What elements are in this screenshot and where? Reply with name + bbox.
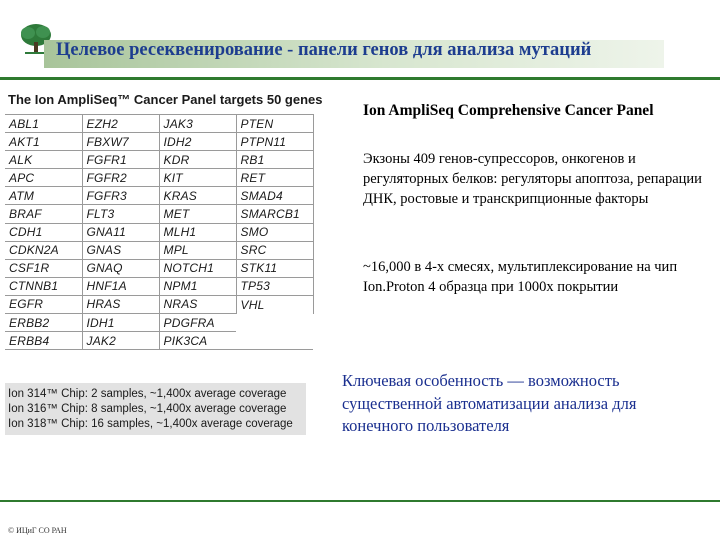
gene-cell: JAK2: [82, 332, 159, 350]
gene-cell: CSF1R: [5, 259, 82, 277]
gene-cell: FGFR2: [82, 169, 159, 187]
gene-cell: BRAF: [5, 205, 82, 223]
footer-copyright: © ИЦиГ СО РАН: [8, 526, 67, 535]
gene-cell: ABL1: [5, 115, 82, 133]
footer-divider: [0, 500, 720, 502]
gene-cell: [236, 332, 313, 350]
gene-cell: EGFR: [5, 295, 82, 313]
gene-cell: PIK3CA: [159, 332, 236, 350]
table-row: [5, 187, 313, 205]
table-row: [5, 295, 313, 313]
header-divider: [0, 77, 720, 80]
gene-cell: AKT1: [5, 133, 82, 151]
gene-cell: TP53: [236, 277, 313, 295]
gene-cell: SRC: [236, 241, 313, 259]
gene-panel-heading: The Ion AmpliSeq™ Cancer Panel targets 50 genes: [8, 92, 323, 107]
gene-cell: GNA11: [82, 223, 159, 241]
gene-cell: HNF1A: [82, 277, 159, 295]
chip-line-316: Ion 316™ Chip: 8 samples, ~1,400x average coverage: [8, 403, 287, 415]
gene-table: [5, 114, 314, 350]
gene-cell: MLH1: [159, 223, 236, 241]
gene-cell: IDH2: [159, 133, 236, 151]
table-row: [5, 277, 313, 295]
multiplexing-description: ~16,000 в 4-х смесях, мультиплексирование на чип Ion.Proton 4 образца при 1000x покрытии: [363, 259, 678, 295]
gene-cell: FGFR1: [82, 151, 159, 169]
table-row: [5, 223, 313, 241]
gene-cell: VHL: [236, 295, 313, 313]
gene-cell: NRAS: [159, 295, 236, 313]
gene-cell: RET: [236, 169, 313, 187]
table-row: [5, 115, 313, 133]
key-feature-text: Ключевая особенность — возможность существенной автоматизации анализа для конечного пользователя: [342, 371, 637, 435]
table-row: [5, 259, 313, 277]
chip-line-314: Ion 314™ Chip: 2 samples, ~1,400x average coverage: [8, 388, 287, 400]
chip-coverage-box: [5, 383, 306, 435]
gene-cell: KDR: [159, 151, 236, 169]
gene-cell: PTEN: [236, 115, 313, 133]
gene-cell: ERBB4: [5, 332, 82, 350]
gene-cell: ERBB2: [5, 314, 82, 332]
gene-cell: [236, 314, 313, 332]
gene-cell: CDKN2A: [5, 241, 82, 259]
gene-cell: CTNNB1: [5, 277, 82, 295]
table-row: [5, 314, 313, 332]
gene-cell: STK11: [236, 259, 313, 277]
gene-cell: EZH2: [82, 115, 159, 133]
gene-cell: ALK: [5, 151, 82, 169]
gene-cell: SMARCB1: [236, 205, 313, 223]
table-row: [5, 332, 313, 350]
gene-cell: GNAQ: [82, 259, 159, 277]
comprehensive-panel-title: Ion AmpliSeq Comprehensive Cancer Panel: [363, 102, 654, 119]
gene-cell: NOTCH1: [159, 259, 236, 277]
gene-cell: MPL: [159, 241, 236, 259]
gene-cell: NPM1: [159, 277, 236, 295]
gene-cell: APC: [5, 169, 82, 187]
gene-cell: FLT3: [82, 205, 159, 223]
chip-line-318: Ion 318™ Chip: 16 samples, ~1,400x average coverage: [8, 418, 293, 430]
table-row: [5, 169, 313, 187]
gene-cell: PTPN11: [236, 133, 313, 151]
gene-cell: KRAS: [159, 187, 236, 205]
table-row: [5, 151, 313, 169]
slide-title: Целевое ресеквенирование - панели генов для анализа мутаций: [56, 40, 592, 60]
gene-cell: IDH1: [82, 314, 159, 332]
gene-cell: CDH1: [5, 223, 82, 241]
gene-cell: RB1: [236, 151, 313, 169]
gene-cell: KIT: [159, 169, 236, 187]
table-row: [5, 133, 313, 151]
gene-cell: SMAD4: [236, 187, 313, 205]
gene-cell: FGFR3: [82, 187, 159, 205]
gene-cell: PDGFRA: [159, 314, 236, 332]
exons-description: Экзоны 409 генов-супрессоров, онкогенов и регуляторных белков: регуляторы апоптоза, репарации ДНК, ростовые и транскрипционные факторы: [363, 151, 702, 207]
table-row: [5, 241, 313, 259]
gene-cell: MET: [159, 205, 236, 223]
gene-cell: SMO: [236, 223, 313, 241]
gene-cell: FBXW7: [82, 133, 159, 151]
gene-cell: ATM: [5, 187, 82, 205]
gene-cell: GNAS: [82, 241, 159, 259]
table-row: [5, 205, 313, 223]
gene-cell: HRAS: [82, 295, 159, 313]
gene-cell: JAK3: [159, 115, 236, 133]
